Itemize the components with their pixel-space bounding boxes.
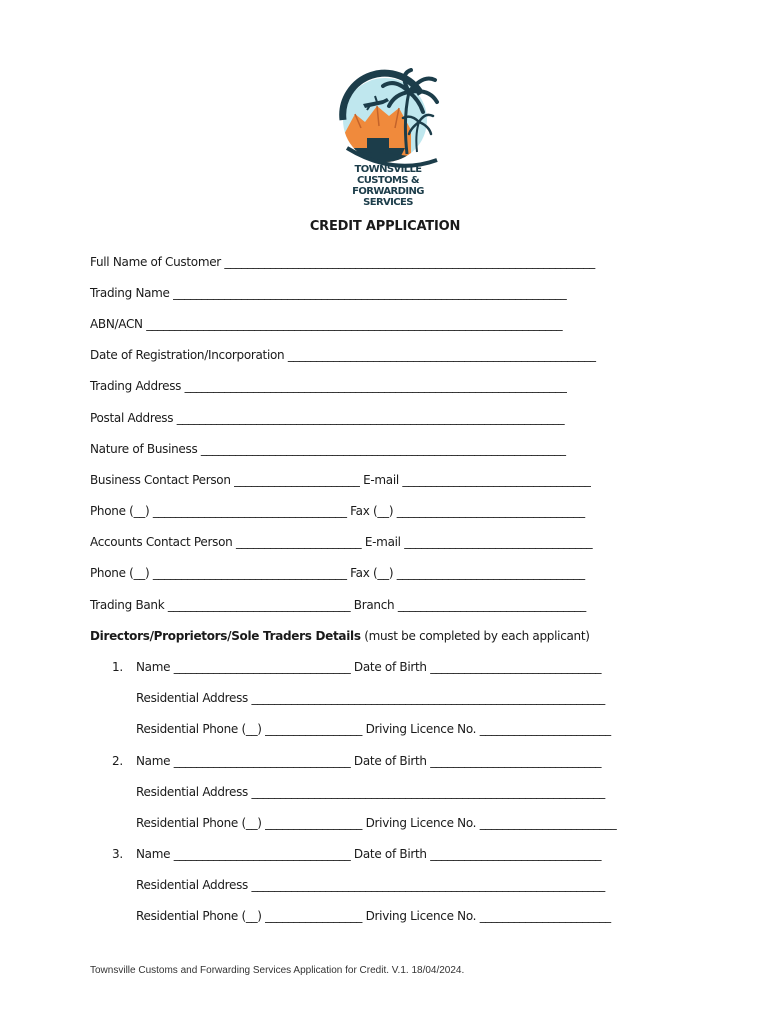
director-1-phone-field[interactable]: Residential Phone (__) _________________ Driving Licence No. _______________________ xyxy=(136,722,611,736)
logo-line-2: FORWARDING SERVICES xyxy=(352,186,424,208)
postal-address-field[interactable]: Postal Address ____________________________________________________________________ xyxy=(90,411,565,425)
director-3-address-field[interactable]: Residential Address ______________________________________________________________ xyxy=(136,878,605,892)
page-footer: Townsville Customs and Forwarding Services Application for Credit. V.1. 18/04/2024. xyxy=(90,965,465,976)
director-2-phone-field[interactable]: Residential Phone (__) _________________ Driving Licence No. ________________________ xyxy=(136,816,617,830)
business-phone-fax-field[interactable]: Phone (__) __________________________________ Fax (__) _________________________________ xyxy=(90,504,585,518)
trading-address-field[interactable]: Trading Address ___________________________________________________________________ xyxy=(90,379,567,393)
director-1-number: 1. xyxy=(112,660,123,674)
director-3-name-field[interactable]: Name _______________________________ Date of Birth ______________________________ xyxy=(136,847,602,861)
director-1-address-field[interactable]: Residential Address ______________________________________________________________ xyxy=(136,691,605,705)
director-3-number: 3. xyxy=(112,847,123,861)
directors-heading-note: (must be completed by each applicant) xyxy=(360,629,590,643)
abn-acn-field[interactable]: ABN/ACN _________________________________________________________________________ xyxy=(90,317,563,331)
directors-heading-title: Directors/Proprietors/Sole Traders Details xyxy=(90,629,361,643)
accounts-phone-fax-field[interactable]: Phone (__) __________________________________ Fax (__) _________________________________ xyxy=(90,566,585,580)
accounts-contact-field[interactable]: Accounts Contact Person ______________________ E-mail _________________________________ xyxy=(90,535,593,549)
trading-name-field[interactable]: Trading Name _____________________________________________________________________ xyxy=(90,286,567,300)
directors-heading xyxy=(90,628,590,644)
director-2-name-field[interactable]: Name _______________________________ Date of Birth ______________________________ xyxy=(136,754,602,768)
director-1-name-field[interactable]: Name _______________________________ Date of Birth ______________________________ xyxy=(136,660,602,674)
logo-line-1: TOWNSVILLE CUSTOMS & xyxy=(354,164,422,186)
page-title: CREDIT APPLICATION xyxy=(309,219,461,234)
full-name-field[interactable]: Full Name of Customer _________________________________________________________________ xyxy=(90,255,595,269)
nature-of-business-field[interactable]: Nature of Business ________________________________________________________________ xyxy=(90,442,566,456)
business-contact-field[interactable]: Business Contact Person ______________________ E-mail _________________________________ xyxy=(90,473,591,487)
date-registration-field[interactable]: Date of Registration/Incorporation ______________________________________________________ xyxy=(90,348,596,362)
director-2-number: 2. xyxy=(112,754,123,768)
director-2-address-field[interactable]: Residential Address ______________________________________________________________ xyxy=(136,785,605,799)
trading-bank-field[interactable]: Trading Bank ________________________________ Branch _________________________________ xyxy=(90,598,586,612)
director-3-phone-field[interactable]: Residential Phone (__) _________________ Driving Licence No. _______________________ xyxy=(136,909,611,923)
logo-wordmark xyxy=(338,164,438,208)
